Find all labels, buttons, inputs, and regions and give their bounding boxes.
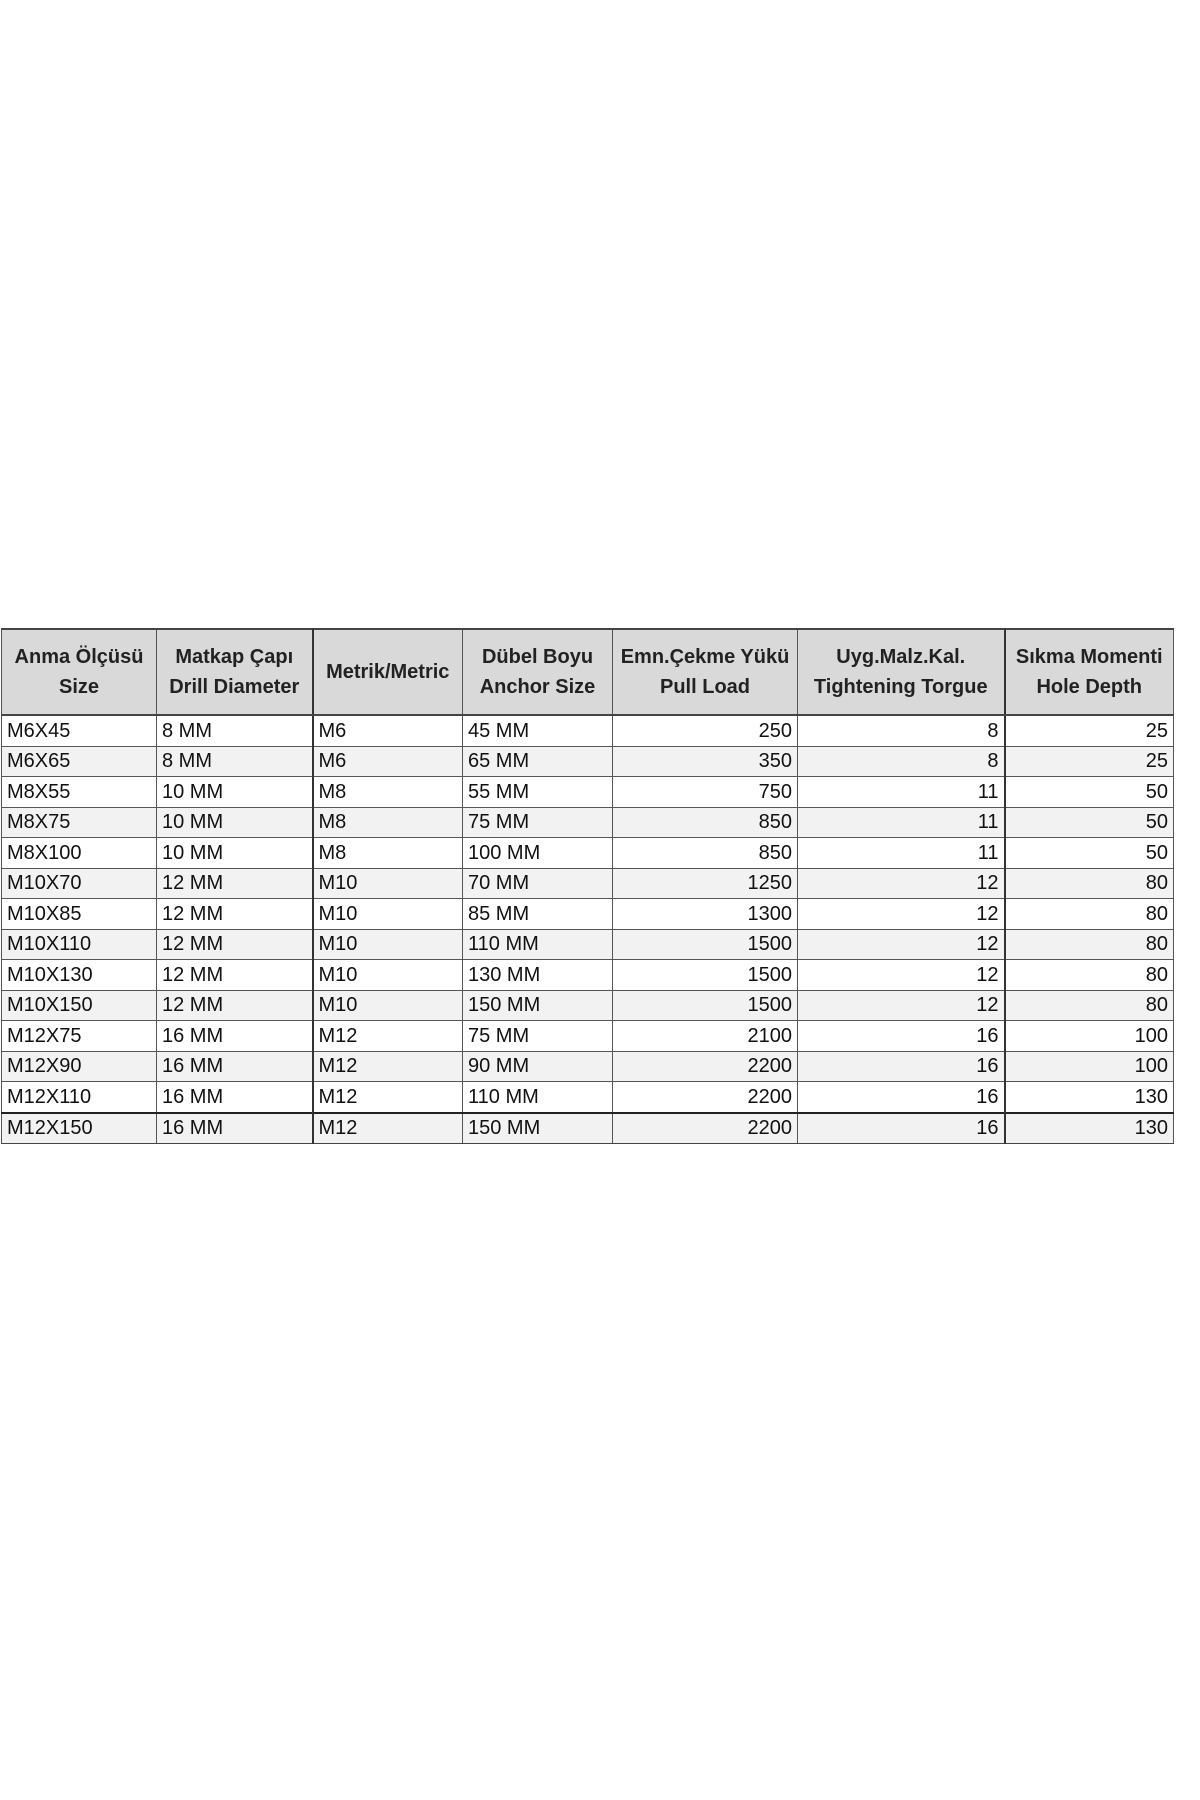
table-body (2, 715, 1174, 1144)
cell-tightening-torgue: 16 (798, 1051, 1005, 1082)
cell-pull-load: 350 (613, 746, 798, 777)
cell-anchor-size: 110 MM (463, 1082, 613, 1113)
cell-drill-diameter: 12 MM (157, 960, 313, 991)
header-metric (313, 629, 463, 715)
header-pull-load (613, 629, 798, 715)
cell-size: M10X150 (2, 990, 157, 1021)
cell-hole-depth: 100 (1005, 1051, 1174, 1082)
table-row (2, 838, 1174, 869)
cell-drill-diameter: 10 MM (157, 807, 313, 838)
cell-pull-load: 1500 (613, 929, 798, 960)
cell-hole-depth: 50 (1005, 777, 1174, 808)
cell-hole-depth: 130 (1005, 1113, 1174, 1144)
header-size (2, 629, 157, 715)
cell-anchor-size: 150 MM (463, 1113, 613, 1144)
cell-metric: M6 (313, 746, 463, 777)
cell-metric: M6 (313, 715, 463, 746)
table-row (2, 715, 1174, 746)
cell-pull-load: 2100 (613, 1021, 798, 1052)
cell-drill-diameter: 12 MM (157, 899, 313, 930)
cell-hole-depth: 50 (1005, 807, 1174, 838)
header-hole-depth (1005, 629, 1174, 715)
header-drill-diameter (157, 629, 313, 715)
cell-hole-depth: 80 (1005, 899, 1174, 930)
table-row (2, 1021, 1174, 1052)
header-hole-depth-en: Hole Depth (1036, 676, 1143, 698)
cell-pull-load: 1500 (613, 960, 798, 991)
header-tightening-torgue (798, 629, 1005, 715)
cell-size: M10X130 (2, 960, 157, 991)
cell-hole-depth: 50 (1005, 838, 1174, 869)
cell-pull-load: 250 (613, 715, 798, 746)
cell-metric: M12 (313, 1051, 463, 1082)
header-tightening-torgue-en: Tightening Torgue (813, 676, 988, 698)
cell-anchor-size: 130 MM (463, 960, 613, 991)
table-row (2, 868, 1174, 899)
cell-size: M8X100 (2, 838, 157, 869)
cell-size: M10X85 (2, 899, 157, 930)
cell-anchor-size: 85 MM (463, 899, 613, 930)
cell-anchor-size: 75 MM (463, 1021, 613, 1052)
header-anchor-size-en: Anchor Size (479, 676, 596, 698)
table-row (2, 807, 1174, 838)
header-size-en: Size (58, 676, 100, 698)
cell-size: M12X110 (2, 1082, 157, 1113)
cell-tightening-torgue: 12 (798, 868, 1005, 899)
header-row (2, 629, 1174, 715)
table-row (2, 746, 1174, 777)
cell-pull-load: 1500 (613, 990, 798, 1021)
header-pull-load-en: Pull Load (660, 676, 750, 698)
cell-tightening-torgue: 11 (798, 807, 1005, 838)
cell-hole-depth: 80 (1005, 990, 1174, 1021)
header-anchor-size-tr: Dübel Boyu (481, 646, 594, 668)
cell-size: M10X70 (2, 868, 157, 899)
cell-tightening-torgue: 12 (798, 899, 1005, 930)
cell-anchor-size: 75 MM (463, 807, 613, 838)
cell-drill-diameter: 10 MM (157, 777, 313, 808)
table-row (2, 929, 1174, 960)
cell-tightening-torgue: 16 (798, 1021, 1005, 1052)
cell-hole-depth: 100 (1005, 1021, 1174, 1052)
cell-pull-load: 850 (613, 807, 798, 838)
cell-drill-diameter: 8 MM (157, 746, 313, 777)
cell-size: M12X150 (2, 1113, 157, 1144)
cell-drill-diameter: 12 MM (157, 929, 313, 960)
header-drill-diameter-en: Drill Diameter (169, 676, 300, 698)
header-metric-label: Metrik/Metric (326, 661, 450, 683)
cell-drill-diameter: 12 MM (157, 990, 313, 1021)
header-drill-diameter-tr: Matkap Çapı (175, 646, 294, 668)
table-row (2, 899, 1174, 930)
table-row (2, 1051, 1174, 1082)
table-row (2, 777, 1174, 808)
cell-metric: M8 (313, 838, 463, 869)
specification-table (1, 628, 1174, 1144)
cell-pull-load: 2200 (613, 1051, 798, 1082)
cell-tightening-torgue: 8 (798, 715, 1005, 746)
cell-tightening-torgue: 16 (798, 1113, 1005, 1144)
cell-hole-depth: 80 (1005, 868, 1174, 899)
cell-anchor-size: 90 MM (463, 1051, 613, 1082)
cell-metric: M10 (313, 899, 463, 930)
header-size-tr: Anma Ölçüsü (14, 646, 144, 668)
table-header (2, 629, 1174, 715)
cell-metric: M12 (313, 1113, 463, 1144)
cell-pull-load: 1250 (613, 868, 798, 899)
cell-pull-load: 850 (613, 838, 798, 869)
cell-anchor-size: 100 MM (463, 838, 613, 869)
cell-metric: M10 (313, 868, 463, 899)
cell-anchor-size: 150 MM (463, 990, 613, 1021)
cell-hole-depth: 130 (1005, 1082, 1174, 1113)
cell-metric: M12 (313, 1082, 463, 1113)
table-row (2, 990, 1174, 1021)
table-row (2, 1082, 1174, 1113)
cell-pull-load: 2200 (613, 1113, 798, 1144)
cell-metric: M12 (313, 1021, 463, 1052)
cell-drill-diameter: 16 MM (157, 1051, 313, 1082)
cell-drill-diameter: 12 MM (157, 868, 313, 899)
cell-anchor-size: 55 MM (463, 777, 613, 808)
cell-hole-depth: 25 (1005, 746, 1174, 777)
cell-size: M6X45 (2, 715, 157, 746)
cell-tightening-torgue: 12 (798, 960, 1005, 991)
cell-metric: M10 (313, 960, 463, 991)
cell-drill-diameter: 16 MM (157, 1021, 313, 1052)
cell-hole-depth: 25 (1005, 715, 1174, 746)
cell-anchor-size: 70 MM (463, 868, 613, 899)
cell-metric: M8 (313, 777, 463, 808)
cell-tightening-torgue: 11 (798, 838, 1005, 869)
table-row (2, 1113, 1174, 1144)
cell-anchor-size: 45 MM (463, 715, 613, 746)
header-hole-depth-tr: Sıkma Momenti (1015, 646, 1163, 668)
cell-drill-diameter: 16 MM (157, 1082, 313, 1113)
cell-drill-diameter: 16 MM (157, 1113, 313, 1144)
cell-tightening-torgue: 11 (798, 777, 1005, 808)
cell-tightening-torgue: 8 (798, 746, 1005, 777)
table-row (2, 960, 1174, 991)
cell-tightening-torgue: 16 (798, 1082, 1005, 1113)
cell-size: M8X75 (2, 807, 157, 838)
cell-anchor-size: 110 MM (463, 929, 613, 960)
cell-size: M12X75 (2, 1021, 157, 1052)
cell-size: M8X55 (2, 777, 157, 808)
cell-pull-load: 1300 (613, 899, 798, 930)
header-tightening-torgue-tr: Uyg.Malz.Kal. (836, 646, 966, 668)
cell-size: M10X110 (2, 929, 157, 960)
cell-drill-diameter: 8 MM (157, 715, 313, 746)
cell-pull-load: 2200 (613, 1082, 798, 1113)
cell-metric: M8 (313, 807, 463, 838)
cell-pull-load: 750 (613, 777, 798, 808)
cell-tightening-torgue: 12 (798, 929, 1005, 960)
cell-hole-depth: 80 (1005, 960, 1174, 991)
cell-size: M6X65 (2, 746, 157, 777)
cell-hole-depth: 80 (1005, 929, 1174, 960)
cell-size: M12X90 (2, 1051, 157, 1082)
cell-anchor-size: 65 MM (463, 746, 613, 777)
cell-drill-diameter: 10 MM (157, 838, 313, 869)
header-anchor-size (463, 629, 613, 715)
cell-metric: M10 (313, 990, 463, 1021)
cell-metric: M10 (313, 929, 463, 960)
header-pull-load-tr: Emn.Çekme Yükü (620, 646, 790, 668)
cell-tightening-torgue: 12 (798, 990, 1005, 1021)
